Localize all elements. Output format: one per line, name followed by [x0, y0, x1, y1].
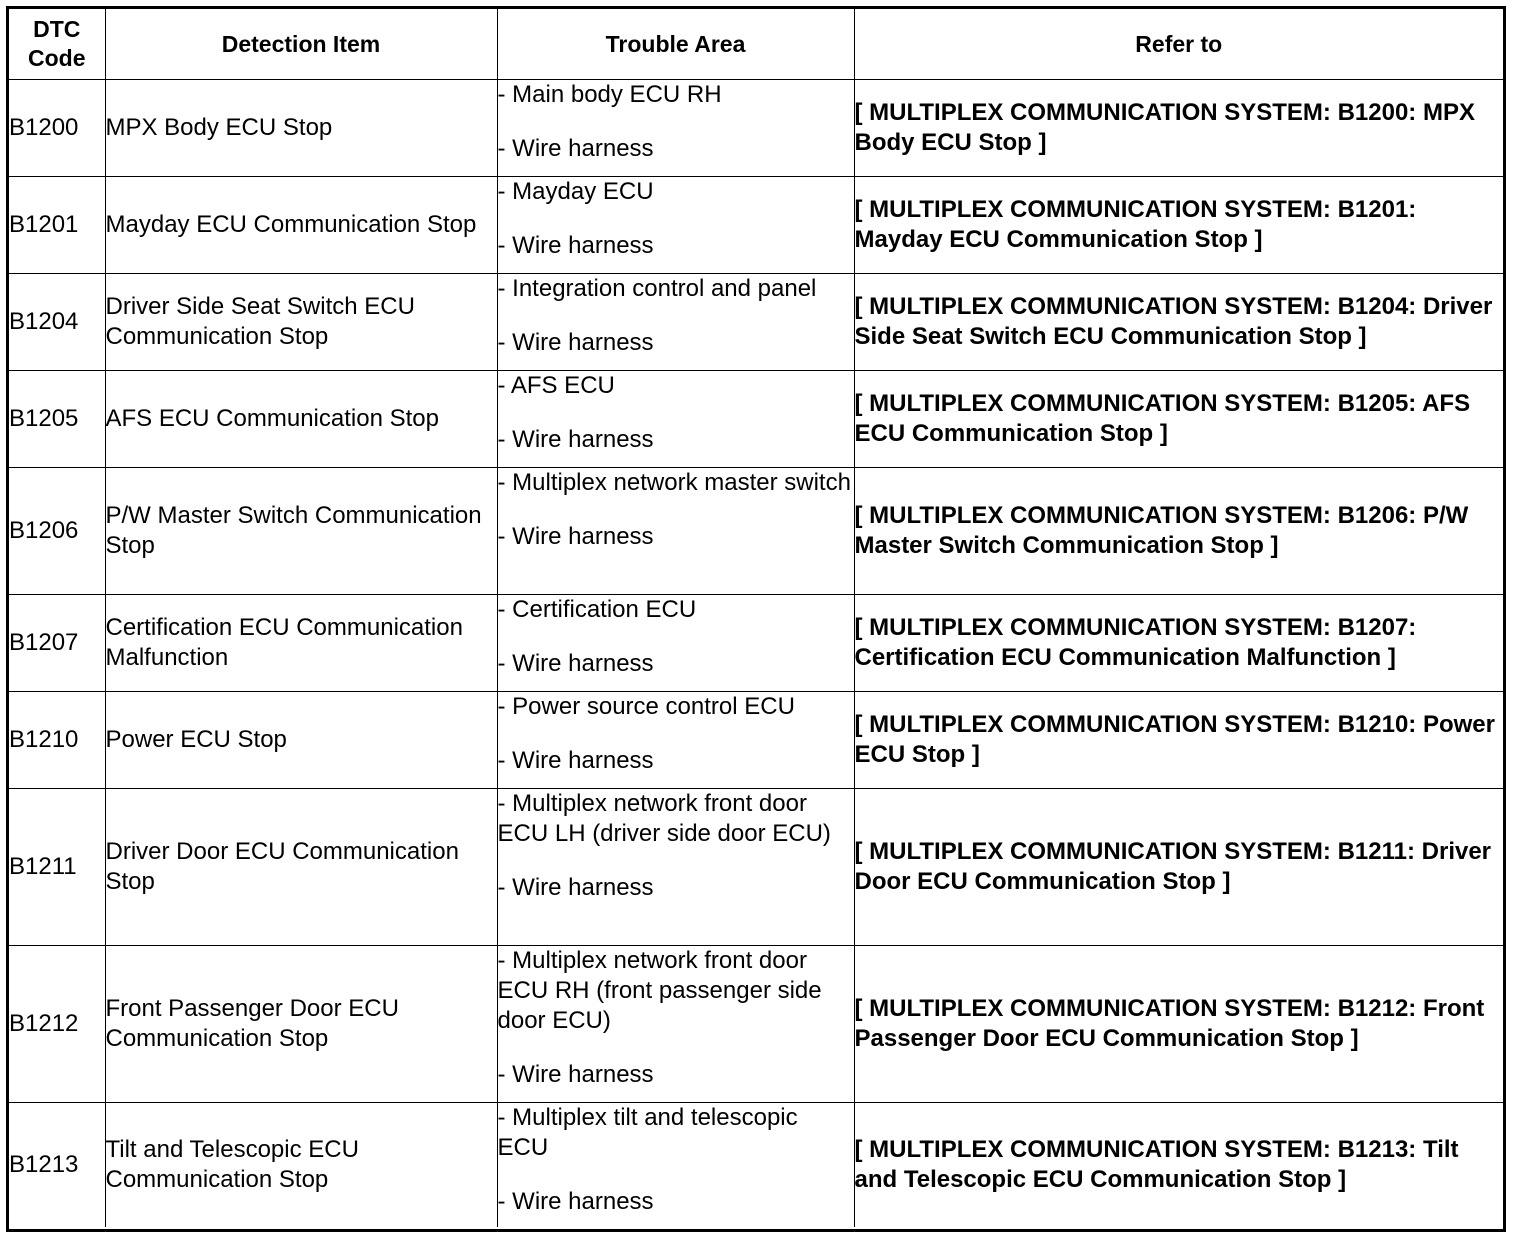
trouble-area-cell: [497, 371, 854, 468]
detection-item-cell: Mayday ECU Communication Stop: [105, 177, 497, 274]
trouble-area-part: - Multiplex network front door ECU LH (driver side door ECU): [497, 790, 831, 847]
trouble-area-part: - Multiplex tilt and telescopic ECU: [497, 1104, 798, 1161]
trouble-area-part: - Integration control and panel: [497, 275, 817, 302]
trouble-area-wire-harness: - Wire harness: [497, 1188, 654, 1215]
trouble-area-cell: [497, 692, 854, 789]
table-row: [9, 177, 1503, 274]
table-row: [9, 1103, 1503, 1227]
table-header-row: [9, 9, 1503, 80]
trouble-area-cell: [497, 789, 854, 946]
dtc-code-cell: B1206: [9, 468, 105, 595]
dtc-code-cell: B1211: [9, 789, 105, 946]
table-row: [9, 692, 1503, 789]
trouble-area-cell: [497, 468, 854, 595]
dtc-code-cell: B1207: [9, 595, 105, 692]
trouble-area-part: - Multiplex network front door ECU RH (front passenger side door ECU): [497, 947, 822, 1034]
trouble-area-cell: [497, 946, 854, 1103]
trouble-area-cell: [497, 274, 854, 371]
dtc-code-cell: B1205: [9, 371, 105, 468]
dtc-table-frame: [6, 6, 1506, 1232]
table-row: [9, 80, 1503, 177]
refer-to-link[interactable]: [ MULTIPLEX COMMUNICATION SYSTEM: B1213: Tilt and Telescopic ECU Communication Stop ]: [854, 1103, 1503, 1227]
refer-to-link[interactable]: [ MULTIPLEX COMMUNICATION SYSTEM: B1206: P/W Master Switch Communication Stop ]: [854, 468, 1503, 595]
dtc-table: [9, 9, 1503, 1227]
detection-item-cell: Certification ECU Communication Malfunction: [105, 595, 497, 692]
trouble-area-wire-harness: - Wire harness: [497, 232, 654, 259]
trouble-area-cell: [497, 177, 854, 274]
trouble-area-wire-harness: - Wire harness: [497, 135, 654, 162]
detection-item-cell: Tilt and Telescopic ECU Communication Stop: [105, 1103, 497, 1227]
dtc-code-cell: B1200: [9, 80, 105, 177]
detection-item-cell: MPX Body ECU Stop: [105, 80, 497, 177]
trouble-area-wire-harness: - Wire harness: [497, 747, 654, 774]
trouble-area-cell: [497, 80, 854, 177]
detection-item-cell: Driver Side Seat Switch ECU Communication Stop: [105, 274, 497, 371]
detection-item-cell: AFS ECU Communication Stop: [105, 371, 497, 468]
trouble-area-part: - Main body ECU RH: [497, 81, 722, 108]
trouble-area-part: - Mayday ECU: [497, 178, 654, 205]
dtc-code-cell: B1210: [9, 692, 105, 789]
trouble-area-wire-harness: - Wire harness: [497, 874, 654, 901]
header-detection-item: Detection Item: [105, 9, 497, 80]
table-row: [9, 946, 1503, 1103]
header-refer-to: Refer to: [854, 9, 1503, 80]
trouble-area-part: - AFS ECU: [497, 372, 615, 399]
trouble-area-part: - Multiplex network master switch: [497, 469, 851, 496]
dtc-code-cell: B1213: [9, 1103, 105, 1227]
header-trouble-area: Trouble Area: [497, 9, 854, 80]
refer-to-link[interactable]: [ MULTIPLEX COMMUNICATION SYSTEM: B1212: Front Passenger Door ECU Communication Stop ]: [854, 946, 1503, 1103]
refer-to-link[interactable]: [ MULTIPLEX COMMUNICATION SYSTEM: B1204: Driver Side Seat Switch ECU Communication Stop ]: [854, 274, 1503, 371]
refer-to-link[interactable]: [ MULTIPLEX COMMUNICATION SYSTEM: B1207: Certification ECU Communication Malfunction ]: [854, 595, 1503, 692]
refer-to-link[interactable]: [ MULTIPLEX COMMUNICATION SYSTEM: B1201: Mayday ECU Communication Stop ]: [854, 177, 1503, 274]
table-row: [9, 371, 1503, 468]
trouble-area-wire-harness: - Wire harness: [497, 1061, 654, 1088]
trouble-area-part: - Certification ECU: [497, 596, 697, 623]
trouble-area-part: - Power source control ECU: [497, 693, 795, 720]
detection-item-cell: P/W Master Switch Communication Stop: [105, 468, 497, 595]
trouble-area-cell: [497, 595, 854, 692]
header-dtc-code: DTC Code: [9, 9, 105, 80]
table-row: [9, 274, 1503, 371]
trouble-area-wire-harness: - Wire harness: [497, 426, 654, 453]
refer-to-link[interactable]: [ MULTIPLEX COMMUNICATION SYSTEM: B1210: Power ECU Stop ]: [854, 692, 1503, 789]
table-row: [9, 595, 1503, 692]
refer-to-link[interactable]: [ MULTIPLEX COMMUNICATION SYSTEM: B1200: MPX Body ECU Stop ]: [854, 80, 1503, 177]
dtc-code-cell: B1212: [9, 946, 105, 1103]
table-row: [9, 789, 1503, 946]
dtc-code-cell: B1204: [9, 274, 105, 371]
refer-to-link[interactable]: [ MULTIPLEX COMMUNICATION SYSTEM: B1205: AFS ECU Communication Stop ]: [854, 371, 1503, 468]
detection-item-cell: Front Passenger Door ECU Communication Stop: [105, 946, 497, 1103]
detection-item-cell: Power ECU Stop: [105, 692, 497, 789]
trouble-area-cell: [497, 1103, 854, 1227]
refer-to-link[interactable]: [ MULTIPLEX COMMUNICATION SYSTEM: B1211: Driver Door ECU Communication Stop ]: [854, 789, 1503, 946]
dtc-code-cell: B1201: [9, 177, 105, 274]
detection-item-cell: Driver Door ECU Communication Stop: [105, 789, 497, 946]
table-row: [9, 468, 1503, 595]
trouble-area-wire-harness: - Wire harness: [497, 650, 654, 677]
trouble-area-wire-harness: - Wire harness: [497, 523, 654, 550]
trouble-area-wire-harness: - Wire harness: [497, 329, 654, 356]
